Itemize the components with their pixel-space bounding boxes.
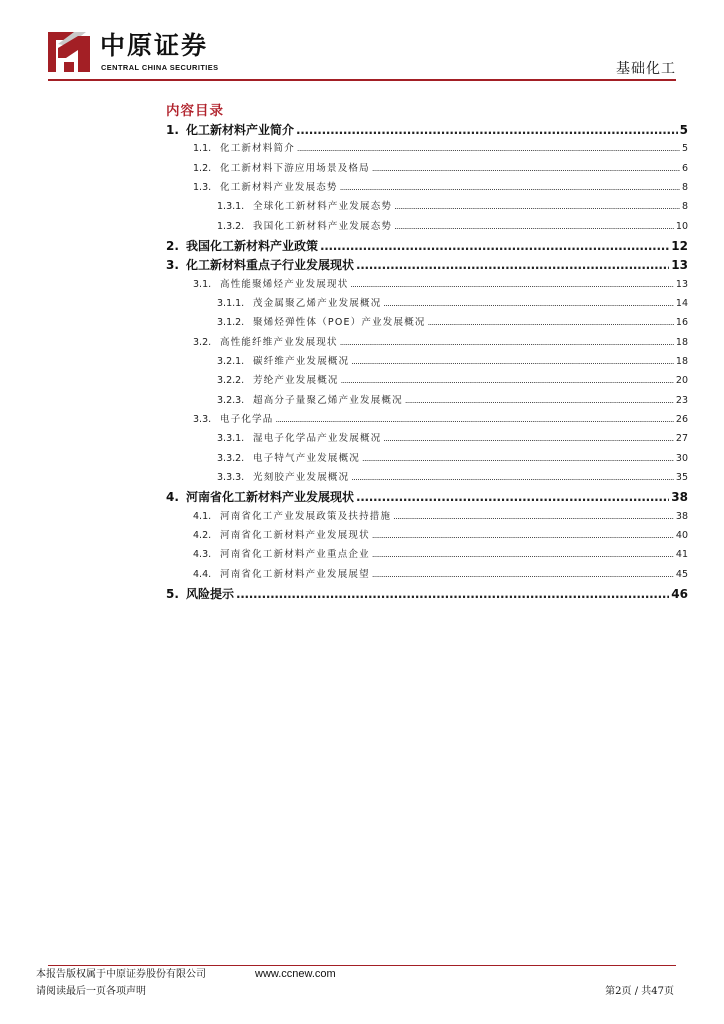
toc-entry[interactable] (217, 198, 688, 212)
toc-leader-dots (351, 357, 674, 366)
header-divider (48, 79, 676, 81)
toc-entry-title: 湿电子化学品产业发展概况 (253, 433, 382, 445)
toc-entry-page: 30 (675, 452, 688, 464)
toc-entry[interactable] (166, 256, 688, 273)
toc-entry[interactable] (217, 450, 688, 464)
toc-leader-dots (296, 123, 678, 137)
toc-entry-page: 6 (681, 162, 688, 174)
toc-entry-page: 5 (681, 143, 688, 155)
toc-entry-page: 14 (675, 297, 688, 309)
toc-leader-dots (340, 338, 674, 347)
toc-entry-title: 我国化工新材料产业发展态势 (253, 220, 393, 232)
page-header (0, 0, 724, 80)
toc-entry-title: 化工新材料产业发展态势 (220, 181, 338, 193)
toc-entry-number: 4.1. (193, 510, 212, 522)
toc-entry-title: 芳纶产业发展概况 (253, 375, 339, 387)
toc-entry-title: 河南省化工产业发展政策及扶持措施 (220, 510, 392, 522)
toc-leader-dots (393, 512, 674, 521)
toc-entry-title: 茂金属聚乙烯产业发展概况 (253, 297, 382, 309)
toc-entry-page: 38 (675, 510, 688, 522)
toc-entry-number: 3.1.2. (217, 317, 245, 329)
toc-entry-title: 化工新材料产业简介 (186, 123, 295, 137)
toc-entry-number: 3.1. (193, 278, 212, 290)
footer-website-link[interactable]: www.ccnew.com (255, 968, 336, 980)
toc-entry-number: 1.1. (193, 143, 212, 155)
toc-entry-title: 河南省化工新材料产业发展现状 (220, 529, 370, 541)
toc-entry-page: 20 (675, 375, 688, 387)
toc-entry[interactable] (166, 237, 688, 254)
toc-entry-number: 4.2. (193, 529, 212, 541)
toc-leader-dots (340, 183, 680, 192)
toc-entry-title: 光刻胶产业发展概况 (253, 471, 350, 483)
toc-leader-dots (341, 376, 674, 385)
toc-entry-number: 4.4. (193, 568, 212, 580)
toc-entry-page: 16 (675, 317, 688, 329)
toc-entry-title: 高性能纤维产业发展现状 (220, 336, 338, 348)
toc-entry-page: 13 (675, 278, 688, 290)
toc-entry-title: 风险提示 (186, 586, 235, 601)
toc-entry-title: 河南省化工新材料产业发展展望 (220, 568, 370, 580)
toc-entry[interactable] (193, 546, 688, 560)
toc-entry-title: 化工新材料下游应用场景及格局 (220, 162, 370, 174)
toc-entry-number: 4.3. (193, 549, 212, 561)
toc-entry-title: 高性能聚烯烃产业发展现状 (220, 278, 349, 290)
toc-entry-number: 3.1.1. (217, 297, 245, 309)
toc-entry-page: 23 (675, 394, 688, 406)
toc-entry-page: 26 (675, 413, 688, 425)
toc-entry-number: 1.3.2. (217, 220, 245, 232)
toc-entry-number: 3.3.2. (217, 452, 245, 464)
toc-entry[interactable] (193, 411, 688, 425)
toc-entry-title: 聚烯烃弹性体（POE）产业发展概况 (253, 317, 426, 329)
toc-entry[interactable] (166, 121, 688, 138)
toc-entry-title: 河南省化工新材料产业重点企业 (220, 549, 370, 561)
toc-entry-page: 10 (675, 220, 688, 232)
toc-entry-page: 13 (671, 258, 688, 273)
toc-entry-page: 8 (681, 201, 688, 213)
toc-entry-number: 1. (166, 123, 179, 137)
report-category: 基础化工 (616, 61, 676, 77)
toc-leader-dots (320, 239, 669, 253)
toc-entry-page: 18 (675, 336, 688, 348)
toc-entry[interactable] (193, 276, 688, 290)
toc-entry[interactable] (193, 566, 688, 580)
toc-entry-page: 5 (679, 123, 688, 137)
toc-leader-dots (383, 434, 674, 443)
toc-entry-title: 电子化学品 (220, 413, 274, 425)
toc-entry[interactable] (193, 140, 688, 154)
toc-entry[interactable] (217, 469, 688, 483)
toc-entry-page: 40 (675, 529, 688, 541)
toc-entry-page: 12 (671, 238, 688, 253)
toc-leader-dots (394, 202, 680, 211)
toc-entry[interactable] (217, 314, 688, 328)
toc-entry[interactable] (217, 218, 688, 232)
toc-leader-dots (394, 222, 674, 231)
toc-leader-dots (428, 318, 674, 327)
toc-entry-number: 5. (166, 586, 179, 601)
toc-entry[interactable] (193, 334, 688, 348)
toc-entry-number: 3.2.3. (217, 394, 245, 406)
toc-entry[interactable] (193, 527, 688, 541)
toc-leader-dots (356, 258, 669, 272)
toc-entry-title: 电子特气产业发展概况 (253, 452, 361, 464)
toc-entry[interactable] (217, 295, 688, 309)
toc-leader-dots (350, 280, 674, 289)
toc-leader-dots (372, 164, 680, 173)
toc-entry-number: 1.2. (193, 162, 212, 174)
toc-leader-dots (297, 144, 680, 153)
company-logo-icon (48, 32, 90, 72)
toc-leader-dots (362, 454, 674, 463)
toc-entry-number: 1.3. (193, 181, 212, 193)
toc-entry-title: 化工新材料简介 (220, 143, 295, 155)
toc-leader-dots (372, 531, 674, 540)
logo-english-name: CENTRAL CHINA SECURITIES (101, 63, 219, 72)
toc-leader-dots (276, 415, 674, 424)
toc-entry-title: 全球化工新材料产业发展态势 (253, 201, 393, 213)
toc-entry-page: 41 (675, 549, 688, 561)
toc-title: 内容目录 (166, 103, 224, 119)
toc-entry-page: 27 (675, 433, 688, 445)
toc-leader-dots (372, 550, 674, 559)
toc-leader-dots (383, 299, 674, 308)
logo-chinese-name: 中原证券 (100, 31, 209, 60)
toc-entry-title: 碳纤维产业发展概况 (253, 355, 350, 367)
toc-entry-number: 3.2.2. (217, 375, 245, 387)
footer-page-number: 第2页 / 共47页 (605, 986, 674, 997)
toc-entry-number: 3.3. (193, 413, 212, 425)
toc-leader-dots (236, 587, 669, 601)
toc-entry[interactable] (166, 585, 688, 602)
toc-entry-number: 4. (166, 490, 179, 505)
footer-divider (48, 965, 676, 966)
toc-entry-title: 我国化工新材料产业政策 (186, 238, 319, 253)
toc-entry-number: 3.3.1. (217, 433, 245, 445)
toc-entry-title: 化工新材料重点子行业发展现状 (186, 258, 355, 273)
toc-entry[interactable] (193, 160, 688, 174)
toc-entry-number: 3.2.1. (217, 355, 245, 367)
footer-disclaimer-note: 请阅读最后一页各项声明 (36, 986, 146, 997)
toc-entry[interactable] (217, 430, 688, 444)
toc-entry-number: 3. (166, 258, 179, 273)
toc-entry-number: 3.3.3. (217, 471, 245, 483)
toc-leader-dots (351, 473, 674, 482)
toc-entry[interactable] (193, 179, 688, 193)
toc-entry-page: 8 (681, 181, 688, 193)
toc-leader-dots (356, 490, 669, 504)
toc-entry-page: 45 (675, 568, 688, 580)
toc-entry-number: 1.3.1. (217, 201, 245, 213)
footer-copyright: 本报告版权属于中原证券股份有限公司 (36, 969, 206, 980)
toc-entry[interactable] (193, 508, 688, 522)
toc-leader-dots (405, 396, 674, 405)
toc-entry-title: 超高分子量聚乙烯产业发展概况 (253, 394, 403, 406)
toc-leader-dots (372, 570, 674, 579)
toc-entry[interactable] (217, 392, 688, 406)
toc-entry[interactable] (217, 372, 688, 386)
toc-entry-page: 46 (671, 586, 688, 601)
toc-entry-number: 3.2. (193, 336, 212, 348)
toc-entry-page: 35 (675, 471, 688, 483)
toc-entry-page: 38 (671, 490, 688, 505)
toc-entry[interactable] (217, 353, 688, 367)
toc-entry-title: 河南省化工新材料产业发展现状 (186, 490, 355, 505)
toc-entry-number: 2. (166, 238, 179, 253)
toc-entry[interactable] (166, 488, 688, 505)
toc-entry-page: 18 (675, 355, 688, 367)
